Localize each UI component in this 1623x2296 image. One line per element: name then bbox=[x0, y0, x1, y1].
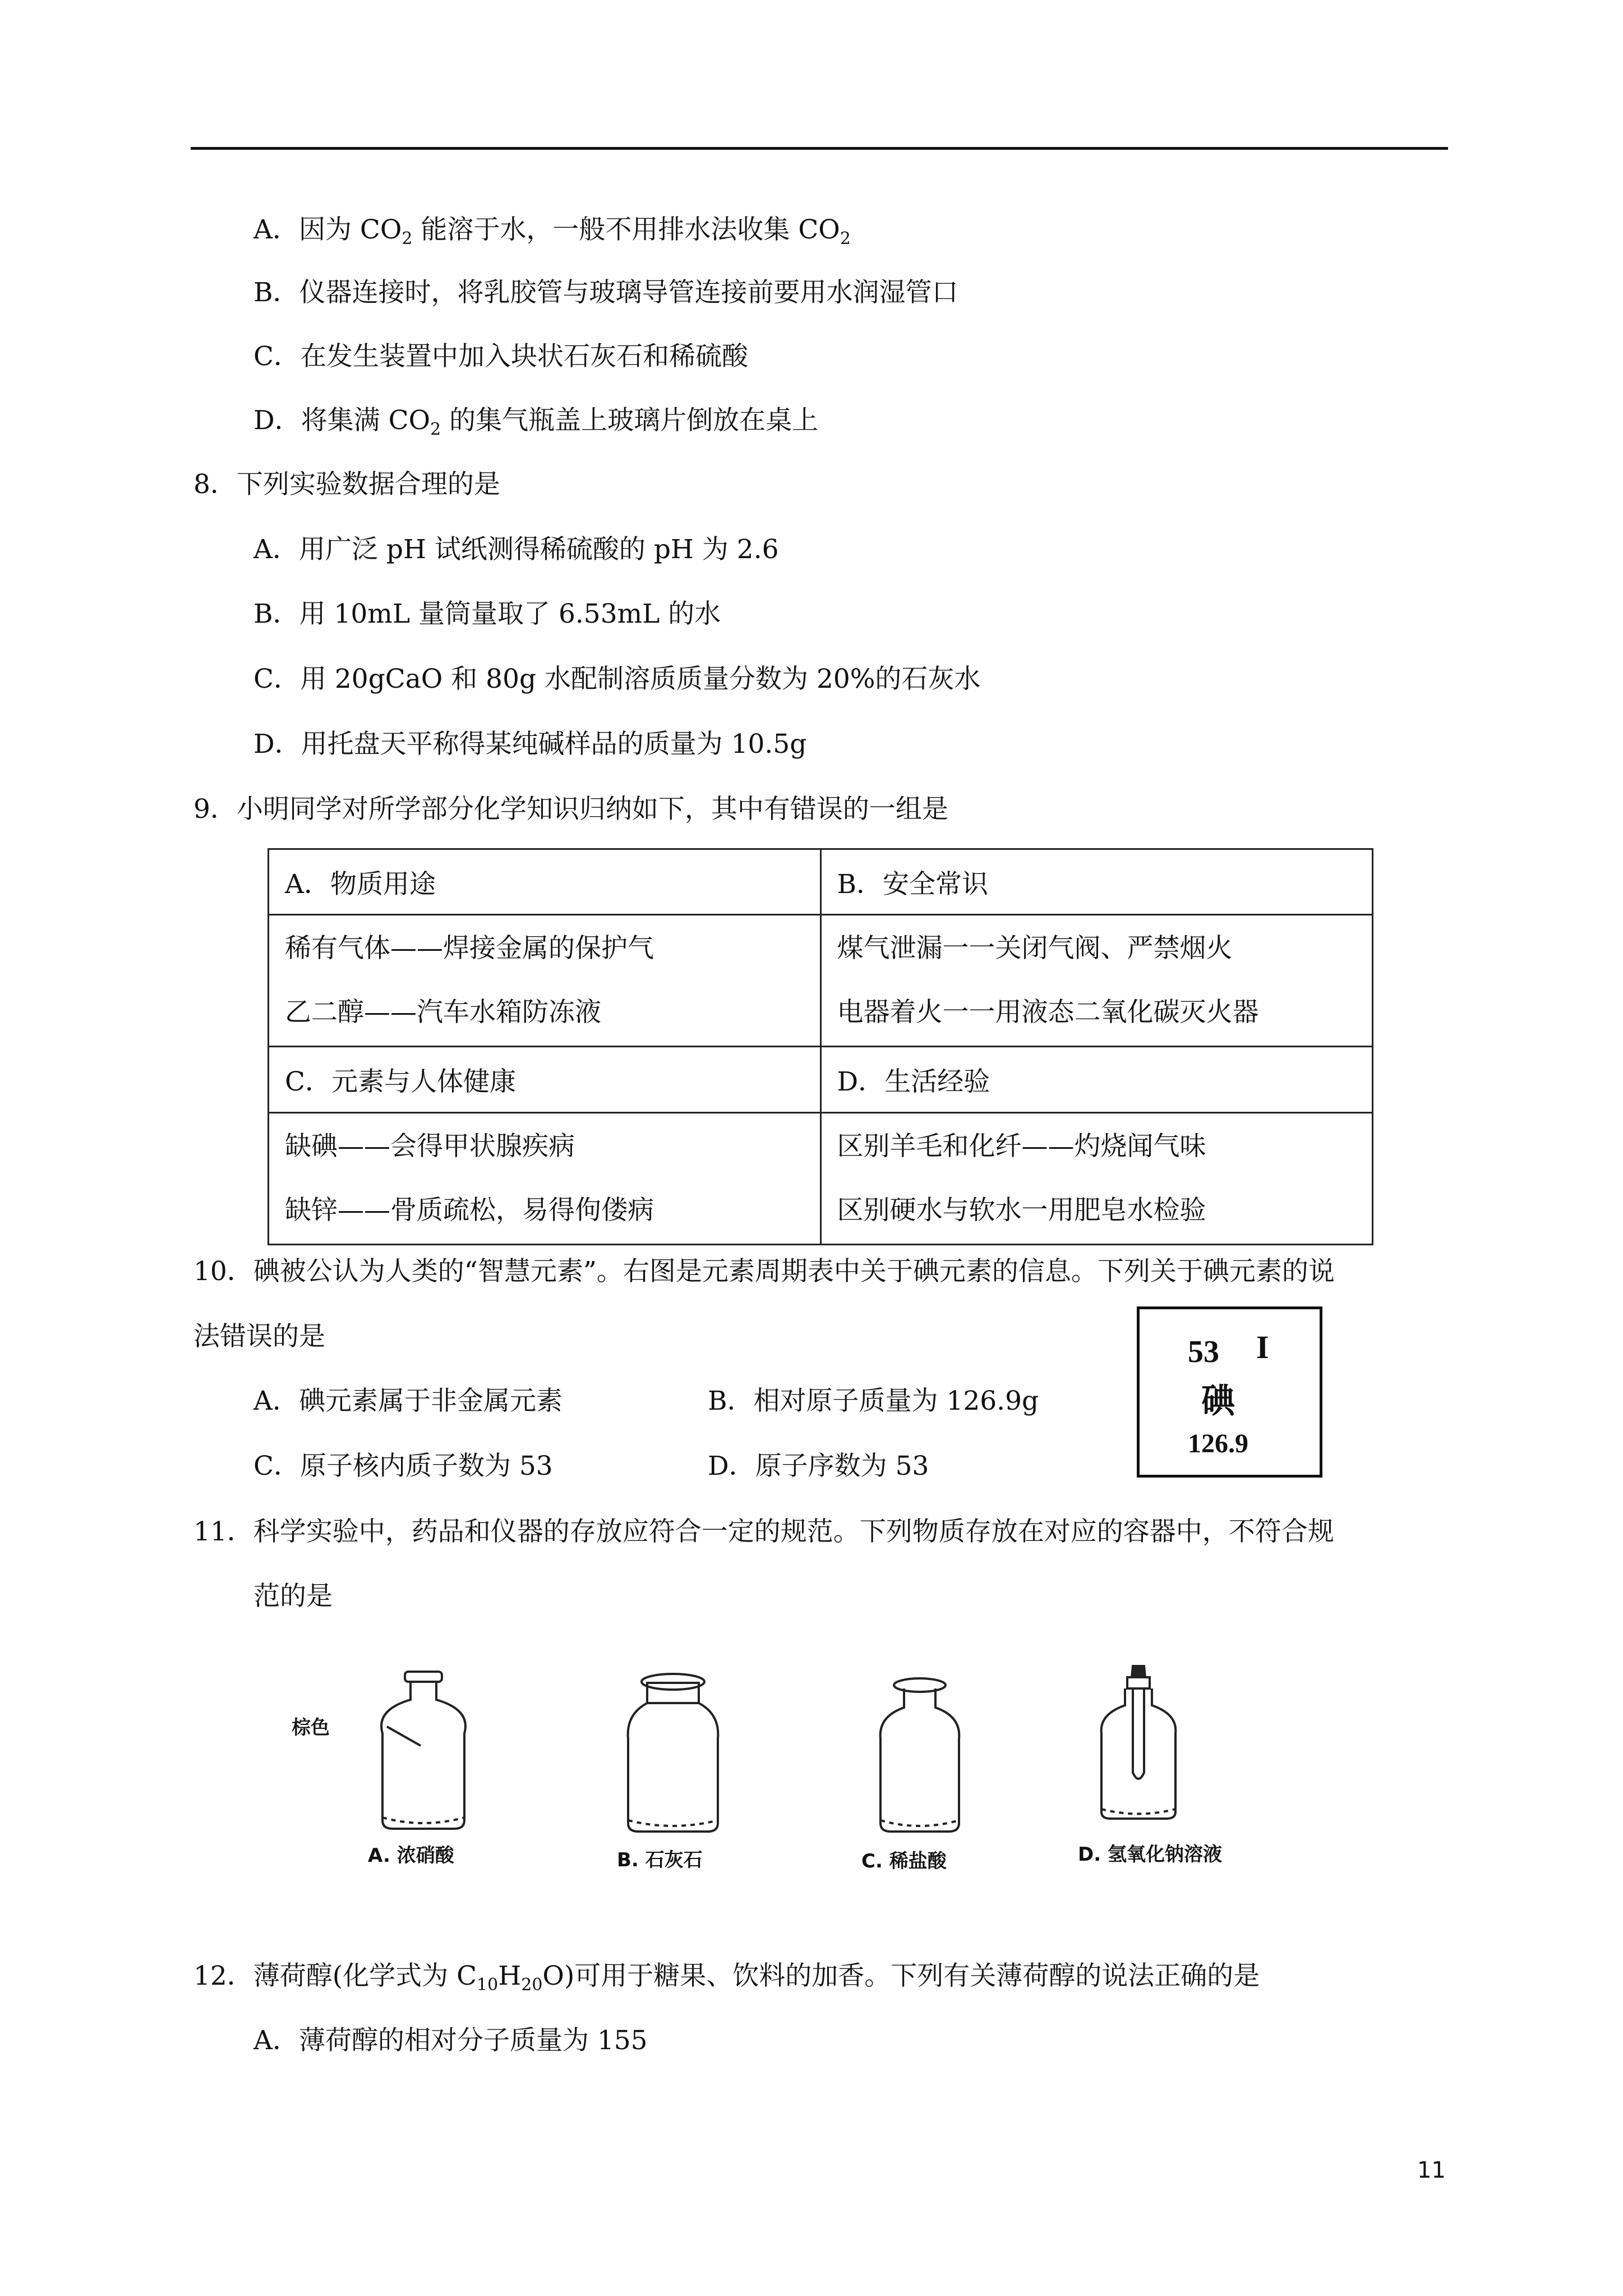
element-symbol: I bbox=[1256, 1329, 1269, 1365]
table-cell-b-body bbox=[820, 915, 1373, 1047]
element-name: 碘 bbox=[1201, 1382, 1235, 1421]
q8-option-d: D．用托盘天平称得某纯碱样品的质量为 10.5g bbox=[253, 729, 807, 760]
table-cell-c-head: C．元素与人体健康 bbox=[269, 1047, 821, 1112]
bottle-d-label: D. 氢氧化钠溶液 bbox=[1078, 1843, 1222, 1866]
iodine-element-card bbox=[1137, 1306, 1322, 1478]
bottle-a-icon bbox=[381, 1672, 465, 1829]
table-cell-a-head: A．物质用途 bbox=[269, 849, 821, 915]
table-line: 煤气泄漏一一关闭气阀、严禁烟火 bbox=[837, 933, 1233, 964]
q8-option-c: C．用 20gCaO 和 80g 水配制溶质质量分数为 20%的石灰水 bbox=[253, 664, 981, 694]
header-rule bbox=[191, 147, 1448, 150]
q8-stem: 8．下列实验数据合理的是 bbox=[193, 469, 500, 500]
q9-stem: 9．小明同学对所学部分化学知识归纳如下，其中有错误的一组是 bbox=[193, 794, 948, 825]
q8-option-a: A．用广泛 pH 试纸测得稀硫酸的 pH 为 2.6 bbox=[253, 534, 779, 565]
table-line: 乙二醇——汽车水箱防冻液 bbox=[285, 997, 601, 1028]
q10-option-d: D．原子序数为 53 bbox=[708, 1451, 929, 1481]
q7-option-b: B．仪器连接时，将乳胶管与玻璃导管连接前要用水润湿管口 bbox=[253, 277, 958, 308]
table-cell-d-head: D．生活经验 bbox=[820, 1047, 1373, 1112]
q10-option-c: C．原子核内质子数为 53 bbox=[253, 1451, 553, 1481]
q11-stem-line1: 11．科学实验中，药品和仪器的存放应符合一定的规范。下列物质存放在对应的容器中，不符合规 bbox=[193, 1516, 1334, 1547]
bottle-a-label: A. 浓硝酸 bbox=[368, 1844, 454, 1867]
table-cell-b-head: B．安全常识 bbox=[820, 849, 1373, 915]
q10-option-a: A．碘元素属于非金属元素 bbox=[253, 1386, 562, 1416]
bottle-c-icon bbox=[880, 1678, 960, 1832]
q11-stem-line2: 范的是 bbox=[253, 1581, 333, 1612]
reagent-bottles-figure bbox=[292, 1660, 1279, 1874]
q10-stem-line2: 法错误的是 bbox=[193, 1321, 325, 1352]
q7-option-c: C．在发生装置中加入块状石灰石和稀硫酸 bbox=[253, 341, 748, 372]
table-line: 缺锌——骨质疏松，易得佝偻病 bbox=[285, 1194, 654, 1226]
knowledge-table bbox=[268, 848, 1373, 1245]
bottle-b-label: B. 石灰石 bbox=[617, 1849, 703, 1871]
table-line: 电器着火一一用液态二氧化碳灭火器 bbox=[837, 997, 1259, 1028]
q12-option-a: A．薄荷醇的相对分子质量为 155 bbox=[253, 2025, 648, 2056]
brown-label: 棕色 bbox=[292, 1717, 330, 1739]
table-cell-d-body bbox=[820, 1112, 1373, 1244]
q7-option-d: D．将集满 $CO_2$ 的集气瓶盖上玻璃片倒放在桌上 bbox=[253, 405, 819, 439]
bottle-c-label: C. 稀盐酸 bbox=[861, 1850, 947, 1872]
atomic-number: 53 bbox=[1188, 1335, 1219, 1369]
q10-stem-line1: 10．碘被公认为人类的“智慧元素”。右图是元素周期表中关于碘元素的信息。下列关于碘元素的说 bbox=[193, 1256, 1335, 1287]
table-cell-a-body bbox=[269, 915, 821, 1047]
page-number: 11 bbox=[1417, 2157, 1446, 2183]
q8-option-b: B．用 10mL 量筒量取了 6.53mL 的水 bbox=[253, 599, 721, 629]
atomic-mass: 126.9 bbox=[1188, 1429, 1248, 1458]
table-line: 区别羊毛和化纤——灼烧闻气味 bbox=[837, 1130, 1206, 1162]
q7-option-a: A．因为 $CO_2$ 能溶于水，一般不用排水法收集 $CO_2$ bbox=[253, 214, 851, 249]
bottle-d-icon bbox=[1101, 1666, 1176, 1819]
q12-stem: 12．薄荷醇(化学式为 $C_{10}H_{20}O$)可用于糖果、饮料的加香。下列有关薄荷醇的说法正确的是 bbox=[193, 1961, 1260, 1995]
table-line: 缺碘——会得甲状腺疾病 bbox=[285, 1130, 575, 1162]
table-line: 稀有气体——焊接金属的保护气 bbox=[285, 933, 654, 964]
table-cell-c-body bbox=[269, 1112, 821, 1244]
table-line: 区别硬水与软水一用肥皂水检验 bbox=[837, 1194, 1206, 1226]
q10-option-b: B．相对原子质量为 126.9g bbox=[708, 1386, 1039, 1416]
bottle-b-icon bbox=[628, 1674, 718, 1832]
